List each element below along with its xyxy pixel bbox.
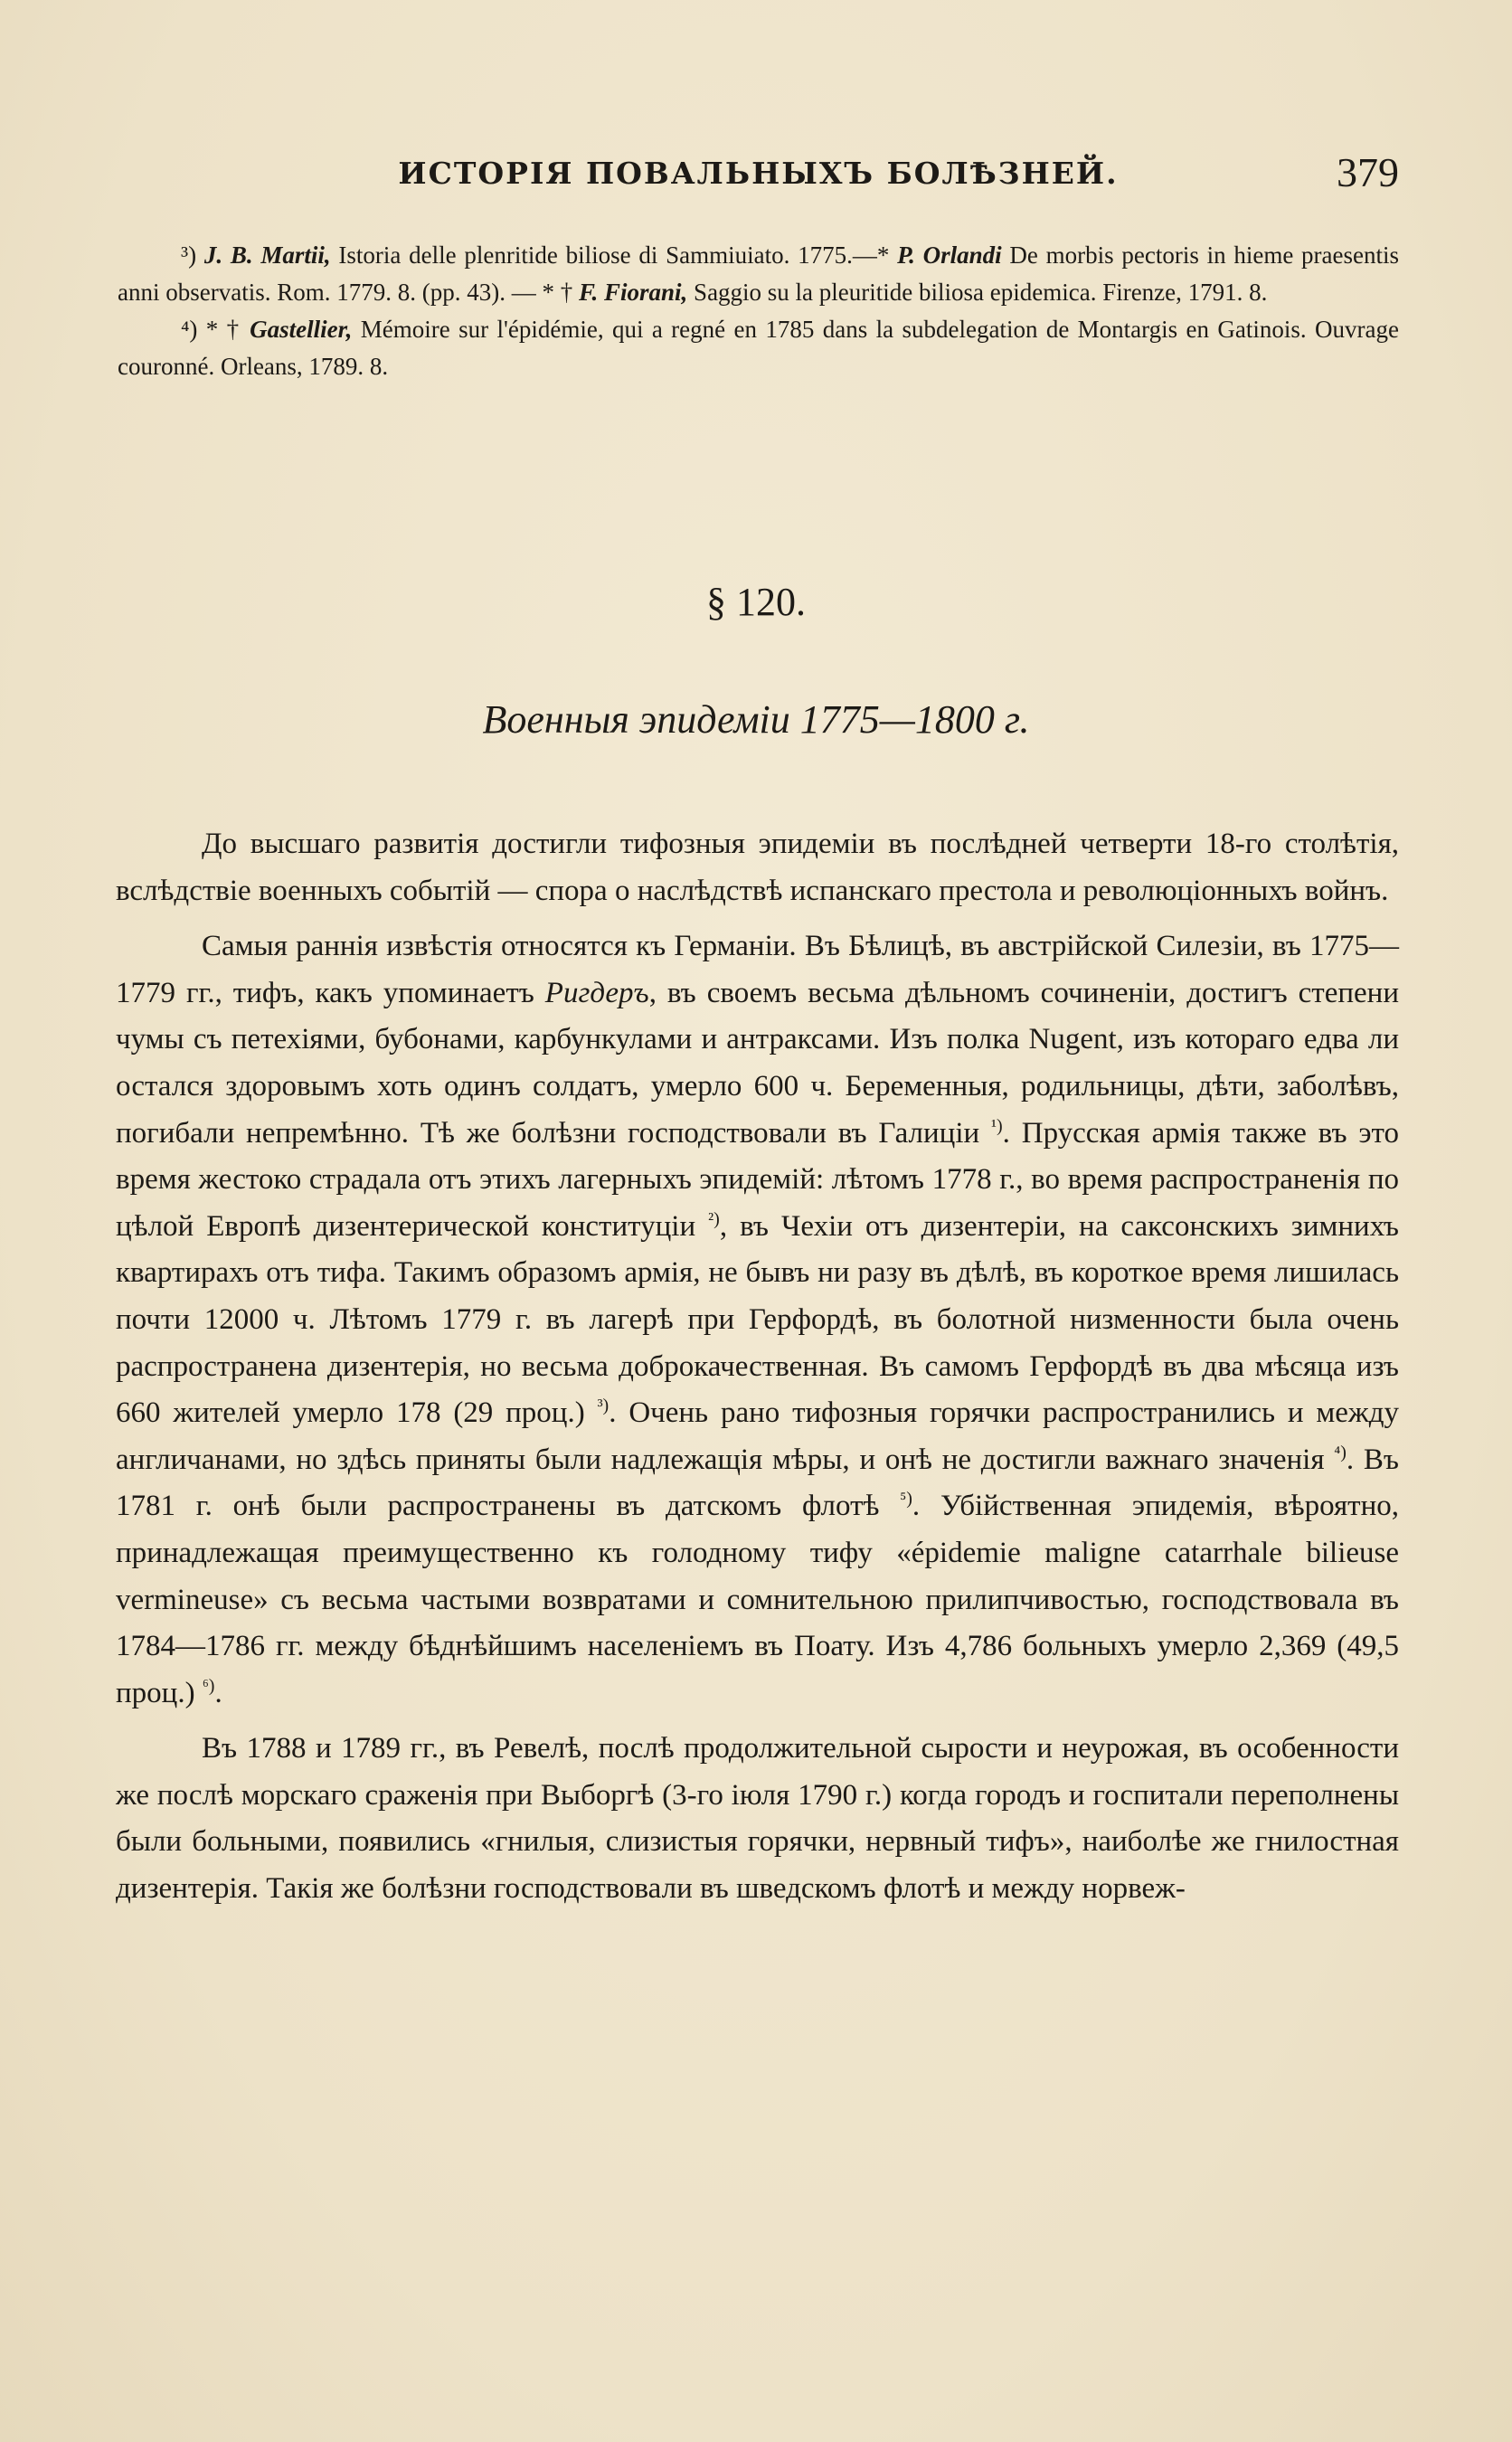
footnote-text: Saggio su la pleuritide biliosa epidemica. Firenze, 1791. 8. [687, 279, 1268, 306]
section-title: Военныя эпидеміи 1775—1800 г. [482, 697, 1030, 742]
footnote-ref: ¹) [991, 1115, 1003, 1136]
running-title: ИСТОРІЯ ПОВАЛЬНЫХЪ БОЛѢЗНЕЙ. [398, 156, 1119, 191]
paragraph-3: Въ 1788 и 1789 гг., въ Ревелѣ, послѣ продолжительной сырости и неурожая, въ особенности же послѣ морскаго сраженія при Выборгѣ (3-го іюля 1790 г.) когда городъ и госпитали переполнены были больными, появились «гнилыя, слизистыя горячки, нервный тифъ», наиболѣе же гнилостная дизентерія. Такія же болѣзни господствовали въ шведскомъ флотѣ и между норвеж- [116, 1732, 1399, 1906]
footnote-text: Mémoire sur l'épidémie, qui a regné en 1785 dans la subdelegation de Montargis en Gatinois. Ouvrage couronné. Orleans, 1789. 8. [118, 316, 1399, 380]
paragraph-text: . [214, 1676, 222, 1709]
page-number: 379 [1337, 149, 1399, 195]
footnote-ref: ⁶) [202, 1675, 215, 1696]
footnote-3 [118, 237, 1399, 311]
footnote-author: Gastellier, [250, 316, 353, 343]
paragraph-text: . Очень рано тифозныя горячки распространились и между англичанами, но здѣсь приняты были надлежащія мѣры, и онѣ не достигли важнаго значенія [116, 1396, 1399, 1476]
paragraph-2 [116, 923, 1399, 1717]
section-number: § 120. [706, 580, 806, 624]
footnotes [118, 237, 1399, 385]
footnote-ref: ⁵) [900, 1489, 912, 1510]
paragraph-text: , въ своемъ весьма дѣльномъ сочиненіи, достигъ степени чумы съ петехіями, бубонами, карбункулами и антраксами. Изъ полка Nugent, изъ котораго едва ли остался здоровымъ хоть одинъ солдатъ, умерло 600 ч. Беременныя, родильницы, дѣти, заболѣвъ, погибали непремѣнно. Тѣ же болѣзни господствовали въ Галиціи [116, 976, 1400, 1150]
body-text [116, 821, 1399, 1922]
footnote-ref: ⁴) [1334, 1442, 1347, 1462]
footnote-4 [118, 311, 1399, 385]
paragraph-text: . Убійственная эпидемія, вѣроятно, принадлежащая преимущественно къ голодному тифу «épidemie maligne catarrhale bilieuse vermineuse» съ весьма частыми возвратами и сомнительною прилипчивостью, господствовала въ 1784—1786 гг. между бѣднѣйшимъ населеніемъ въ Поату. Изъ 4,786 больныхъ умерло 2,369 (49,5 проц.) [116, 1490, 1400, 1709]
paragraph-text: . Прусская армія также въ это время жестоко страдала отъ этихъ лагерныхъ эпидемій: лѣтомъ 1778 г., во время распространенія по цѣлой Европѣ дизентерической конституціи [116, 1116, 1399, 1243]
footnote-text: Istoria delle plenritide biliose di Sammiuiato. 1775.—* [330, 241, 898, 269]
running-header [118, 149, 1399, 210]
footnote-ref: ²) [708, 1208, 720, 1229]
footnote-author: P. Orlandi [897, 241, 1002, 269]
paragraph-1: До высшаго развитія достигли тифозныя эпидеміи въ послѣдней четверти 18-го столѣтія, вслѣдствіе военныхъ событій — спора о наслѣдствѣ испанскаго престола и революціонныхъ войнъ. [116, 828, 1399, 907]
footnote-author: J. B. Martii, [203, 241, 331, 269]
paragraph-text: Самыя раннія извѣстія относятся къ Германіи. Въ Бѣлицѣ, въ австрійской Силезіи, въ 1775—1779 гг., тифъ, какъ упоминаетъ [116, 930, 1399, 1009]
paragraph-text: , въ Чехіи отъ дизентеріи, на саксонскихъ зимнихъ квартирахъ отъ тифа. Такимъ образомъ армія, не бывъ ни разу въ дѣлѣ, въ короткое время лишилась почти 12000 ч. Лѣтомъ 1779 г. въ лагерѣ при Герфордѣ, въ болотной низменности была очень распространена дизентерія, но весьма доброкачественная. Въ самомъ Герфордѣ въ два мѣсяца изъ 660 жителей умерло 178 (29 проц.) [116, 1209, 1399, 1430]
author-name: Ригдеръ [544, 976, 649, 1009]
paragraph-text: . Въ 1781 г. онѣ были распространены въ датскомъ флотѣ [116, 1443, 1399, 1523]
footnote-text: De morbis pectoris in hieme praesentis anni observatis. Rom. 1779. 8. (pp. 43). — * † [118, 241, 1400, 306]
footnote-marker: ⁴) * † [181, 316, 250, 343]
footnote-ref: ³) [597, 1396, 610, 1416]
footnote-author: F. Fiorani, [578, 279, 688, 306]
footnote-marker: ³) [181, 241, 197, 269]
